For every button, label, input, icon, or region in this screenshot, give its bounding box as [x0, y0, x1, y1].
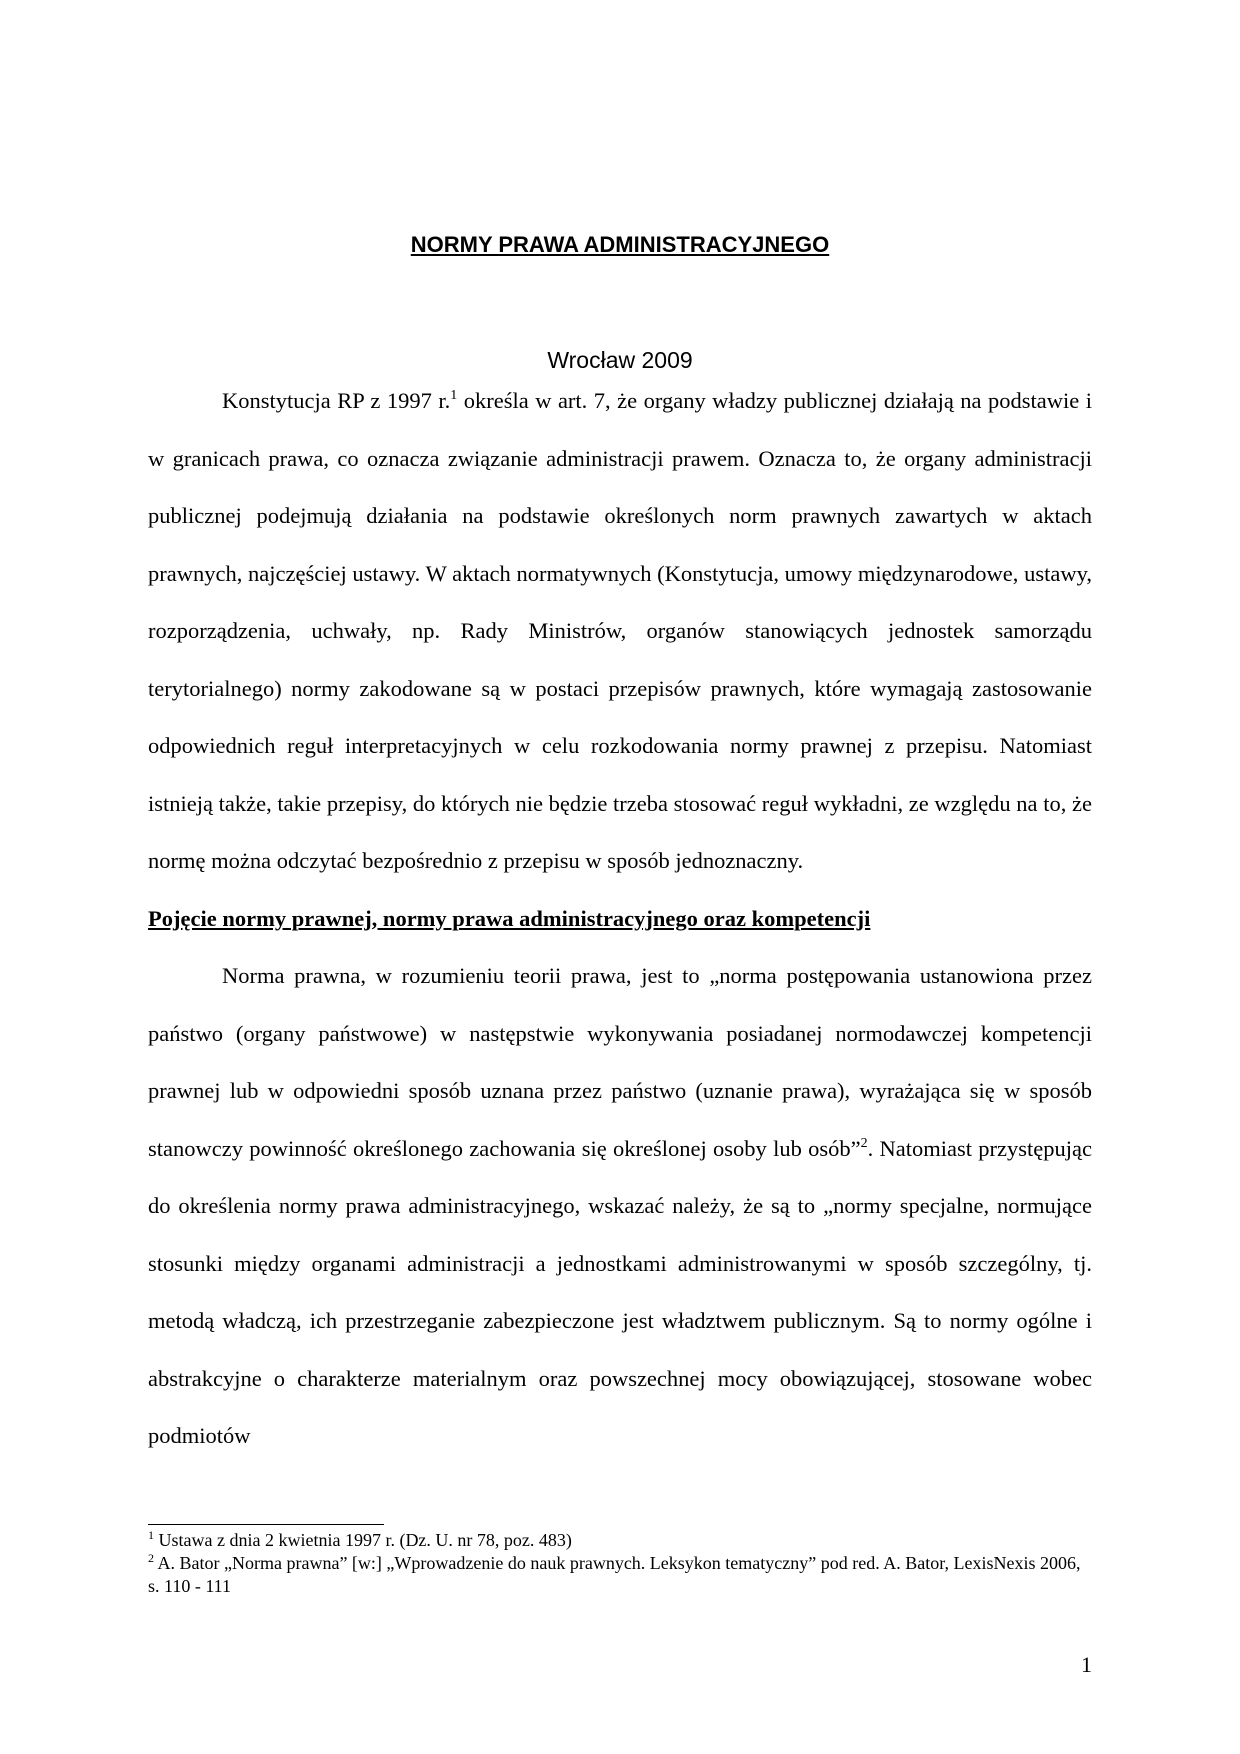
- footnote-1-text: Ustawa z dnia 2 kwietnia 1997 r. (Dz. U. nr 78, poz. 483): [154, 1530, 572, 1550]
- document-subtitle: Wrocław 2009: [547, 347, 693, 373]
- document-body: [148, 372, 1092, 1465]
- paragraph-2: [148, 947, 1092, 1465]
- page-number: 1: [1081, 1652, 1092, 1677]
- paragraph-2-rest: . Natomiast przystępując do określenia normy prawa administracyjnego, wskazać należy, że są to „normy specjalne, normujące stosunki między organami administracji a jednostkami administrowanymi w sposób szczególny, tj. metodą władczą, ich przestrzeganie zabezpieczone jest władztwem publicznym. Są to normy ogólne i abstrakcyjne o charakterze materialnym oraz powszechnej mocy obowiązującej, stosowane wobec podmiotów: [148, 1135, 1092, 1448]
- footnote-2-text: A. Bator „Norma prawna” [w:] „Wprowadzenie do nauk prawnych. Leksykon tematyczny” pod red. A. Bator, LexisNexis 2006, s. 110 - 111: [148, 1553, 1081, 1596]
- paragraph-1: [148, 372, 1092, 890]
- paragraph-1-rest: określa w art. 7, że organy władzy publicznej działają na podstawie i w granicach prawa, co oznacza związanie administracji prawem. Oznacza to, że organy administracji publicznej podejmują działania na podstawie określonych norm prawnych zawartych w aktach prawnych, najczęściej ustawy. W aktach normatywnych (Konstytucja, umowy międzynarodowe, ustawy, rozporządzenia, uchwały, np. Rady Ministrów, organów stanowiących jednostek samorządu terytorialnego) normy zakodowane są w postaci przepisów prawnych, które wymagają zastosowanie odpowiednich reguł interpretacyjnych w celu rozkodowania normy prawnej z przepisu. Natomiast istnieją także, takie przepisy, do których nie będzie trzeba stosować reguł wykładni, ze względu na to, że normę można odczytać bezpośrednio z przepisu w sposób jednoznaczny.: [148, 388, 1092, 873]
- footnote-1-number: 1: [148, 1528, 154, 1542]
- footnote-ref-2[interactable]: 2: [860, 1135, 868, 1151]
- footnote-2-number: 2: [148, 1551, 154, 1565]
- footnote-2: [148, 1552, 1092, 1598]
- footnote-separator: [148, 1524, 384, 1525]
- section-heading: Pojęcie normy prawnej, normy prawa administracyjnego oraz kompetencji: [148, 905, 871, 931]
- paragraph-1-start: Konstytucja RP z 1997 r.: [222, 388, 451, 413]
- footnote-ref-1[interactable]: 1: [450, 388, 458, 403]
- footnotes: [148, 1529, 1092, 1598]
- document-title: NORMY PRAWA ADMINISTRACYJNEGO: [410, 232, 830, 257]
- footnote-1: [148, 1529, 1092, 1552]
- paragraph-2-start: Norma prawna, w rozumieniu teorii prawa, jest to „norma postępowania ustanowiona przez państwo (organy państwowe) w następstwie wykonywania posiadanej normodawczej kompetencji prawnej lub w odpowiedni sposób uznana przez państwo (uznanie prawa), wyrażająca się w sposób stanowczy powinność określonego zachowania się określonej osoby lub osób”: [148, 963, 1092, 1161]
